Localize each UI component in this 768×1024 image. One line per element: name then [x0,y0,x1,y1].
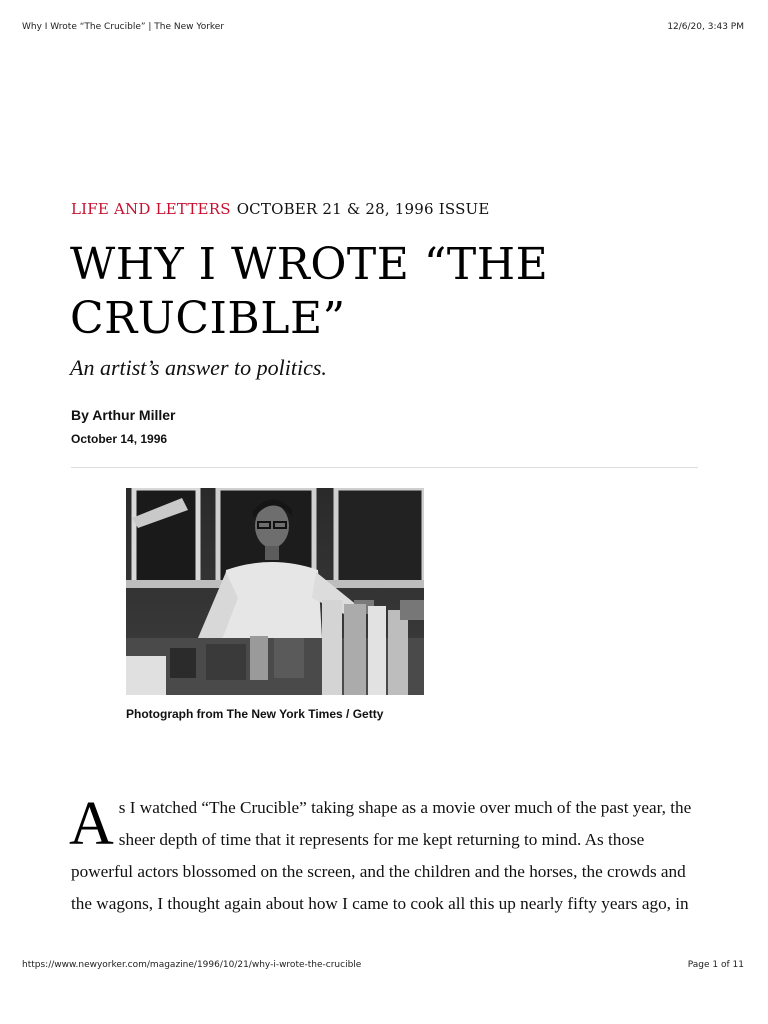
body-line: powerful actors blossomed on the screen, and the children and the horses, the crowds and [71,862,686,881]
body-line: the wagons, I thought again about how I came to cook all this up nearly fifty years ago, in [71,894,689,913]
article-photo [126,488,424,695]
issue-link[interactable]: OCTOBER 21 & 28, 1996 ISSUE [236,200,490,218]
byline[interactable]: By Arthur Miller [71,407,176,423]
rubric [71,200,490,218]
photo-caption: Photograph from The New York Times / Getty [126,707,384,721]
divider [71,467,698,468]
print-footer-url[interactable]: https://www.newyorker.com/magazine/1996/10/21/why-i-wrote-the-crucible [22,960,362,970]
article-headline [70,238,630,346]
headline-line-1: WHY I WROTE “THE [70,239,549,290]
print-header [22,22,744,36]
print-header-datetime: 12/6/20, 3:43 PM [667,22,744,32]
drop-cap: A [69,790,114,858]
print-footer-page: Page 1 of 11 [687,960,744,970]
body-line: s I watched “The Crucible” taking shape as a movie over much of the past year, the [118,798,692,817]
section-link[interactable]: LIFE AND LETTERS [71,200,231,218]
article-dek: An artist’s answer to politics. [70,355,327,380]
body-line: sheer depth of time that it represents for me kept returning to mind. As those [118,830,645,849]
photo-image [126,488,424,695]
article-body [71,792,696,920]
print-footer [22,960,744,974]
headline-line-2: CRUCIBLE” [70,293,346,344]
publish-date: October 14, 1996 [71,432,168,446]
print-header-title: Why I Wrote “The Crucible” | The New Yorker [22,22,225,32]
